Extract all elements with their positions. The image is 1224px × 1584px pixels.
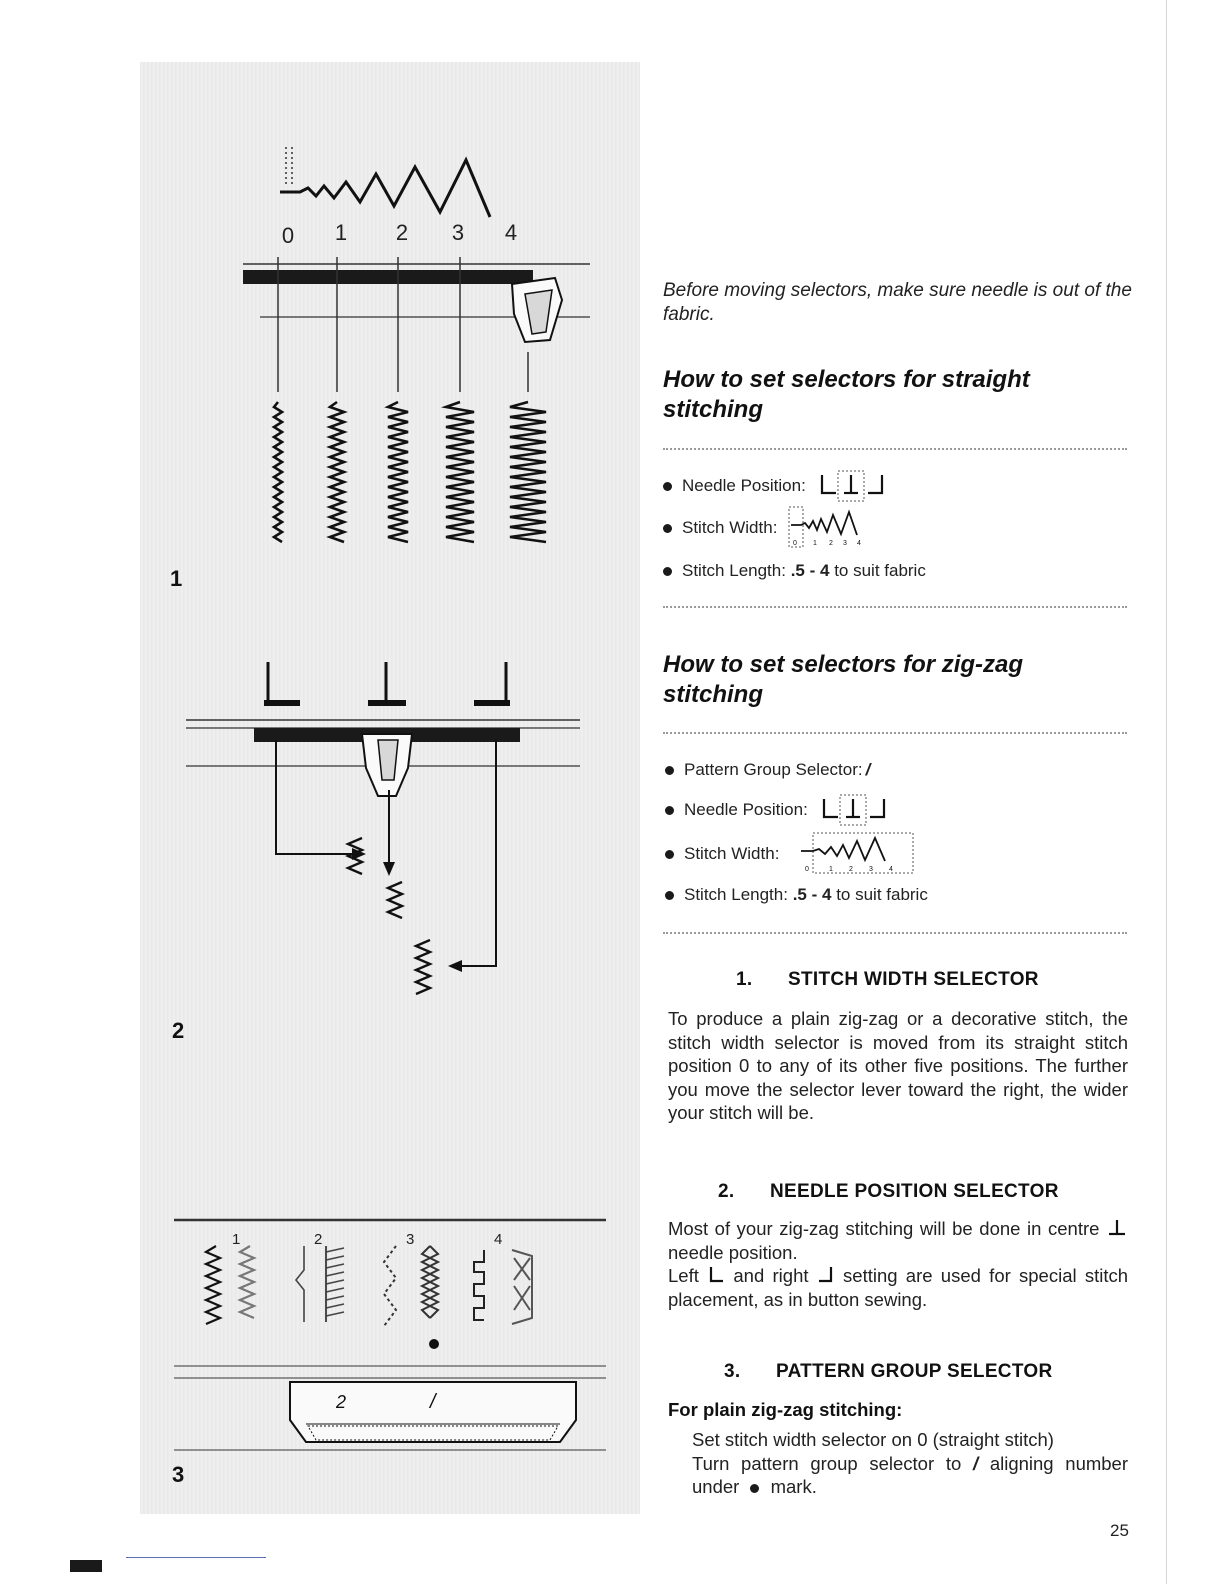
bullet-icon xyxy=(665,850,674,859)
bullet-icon xyxy=(663,482,672,491)
divider xyxy=(663,448,1127,450)
intro-note: Before moving selectors, make sure needle is out of the fabric. xyxy=(663,280,1132,325)
stitch-width-lever xyxy=(512,278,562,342)
figure-1-label: 1 xyxy=(170,566,183,591)
zigzag-pattern-group: Pattern Group Selector: / xyxy=(665,756,870,784)
pattern-group-3 xyxy=(384,1246,438,1326)
bullet-icon xyxy=(665,806,674,815)
width-num: 4 xyxy=(857,540,862,547)
width-num: 3 xyxy=(869,866,874,873)
pattern-group-2 xyxy=(296,1246,344,1322)
zigzag-stitch-length: Stitch Length: .5 - 4 to suit fabric xyxy=(665,881,928,909)
bullet-mark-icon xyxy=(750,1484,759,1493)
pattern-indicator-dot xyxy=(429,1339,439,1349)
section-3-heading: 3. PATTERN GROUP SELECTOR xyxy=(724,1361,1053,1382)
section-2-text: Most of your zig-zag stitching will be done in centre needle position. Left and right setting are used for special stitch placement, as in button sewing. xyxy=(668,1218,1129,1310)
width-num: 1 xyxy=(334,220,348,245)
width-num: 4 xyxy=(504,220,518,245)
zigzag-stitch-width: Stitch Width: 0 1 2 3 4 xyxy=(665,840,919,868)
zigzag-width-scale xyxy=(280,160,490,217)
section-1-heading: 1. STITCH WIDTH SELECTOR xyxy=(736,969,1039,990)
width-num: 2 xyxy=(849,866,854,873)
pattern-group-4 xyxy=(474,1250,532,1324)
width-num: 4 xyxy=(889,866,894,873)
width-num: 2 xyxy=(395,220,409,245)
zigzag-needle-position: Needle Position: xyxy=(665,796,896,824)
stitch-width-icon xyxy=(787,505,897,551)
pattern-num: 1 xyxy=(232,1231,241,1248)
bullet-icon xyxy=(663,567,672,576)
width-num: 1 xyxy=(829,866,834,873)
pattern-num: 3 xyxy=(406,1231,415,1248)
scan-line xyxy=(126,1557,266,1558)
selector-slot xyxy=(243,270,533,284)
needle-centre-icon xyxy=(368,662,406,706)
dial-mark: / xyxy=(430,1391,436,1413)
bullet-icon xyxy=(665,766,674,775)
centre-needle-icon xyxy=(1106,1218,1128,1238)
scan-edge xyxy=(1166,0,1167,1584)
heading-zigzag-stitching: How to set selectors for zig-zag stitching xyxy=(663,651,1024,708)
section-2-heading: 2. NEEDLE POSITION SELECTOR xyxy=(718,1181,1059,1202)
figure-3-label: 3 xyxy=(172,1462,185,1487)
stitch-width-icon xyxy=(799,831,919,877)
width-num: 0 xyxy=(805,866,810,873)
width-num: 1 xyxy=(813,540,818,547)
section-3-subheading: For plain zig-zag stitching: xyxy=(668,1399,903,1420)
straight-stitch-length: Stitch Length: .5 - 4 to suit fabric xyxy=(663,557,926,585)
straight-stitch-width: Stitch Width: 0 1 2 3 4 xyxy=(663,514,897,542)
divider xyxy=(663,932,1127,934)
bullet-icon xyxy=(663,524,672,533)
needle-left-icon xyxy=(264,662,300,706)
width-num: 2 xyxy=(829,540,834,547)
needle-position-lever xyxy=(362,734,412,796)
dial-mark: 2 xyxy=(336,1392,347,1412)
pattern-num: 2 xyxy=(314,1231,323,1248)
section-1-text: To produce a plain zig-zag or a decorative stitch, the stitch width selector is moved from its straight stitch position 0 to any of its other five positions. The further you move the selector lever toward the right, the wider your stitch will be. xyxy=(668,1008,1128,1123)
figure-2-needle-position xyxy=(140,640,640,1020)
zigzag-samples xyxy=(274,402,546,542)
width-num: 0 xyxy=(793,540,798,547)
width-num: 3 xyxy=(451,220,465,245)
width-num: 0 xyxy=(281,223,295,248)
bullet-icon xyxy=(665,891,674,900)
right-needle-icon xyxy=(817,1265,835,1285)
straight-needle-position: Needle Position: xyxy=(663,472,894,500)
width-num: 3 xyxy=(843,540,848,547)
figure-2-label: 2 xyxy=(172,1018,185,1043)
needle-position-icon xyxy=(814,469,894,503)
divider xyxy=(663,732,1127,734)
figure-1-stitch-width xyxy=(140,62,640,582)
left-needle-icon xyxy=(707,1265,725,1285)
section-3-text: Set stitch width selector on 0 (straight stitch) Turn pattern group selector to / aligning number under mark. xyxy=(692,1429,1129,1497)
page-number: 25 xyxy=(1110,1521,1129,1540)
needle-position-icon xyxy=(816,793,896,827)
needle-right-icon xyxy=(474,662,510,706)
scan-mark xyxy=(70,1560,102,1572)
figure-3-pattern-group xyxy=(140,1210,640,1500)
pattern-num: 4 xyxy=(494,1231,503,1248)
pattern-group-1 xyxy=(206,1246,254,1324)
divider xyxy=(663,606,1127,608)
heading-straight-stitching: How to set selectors for straight stitching xyxy=(663,366,1030,423)
